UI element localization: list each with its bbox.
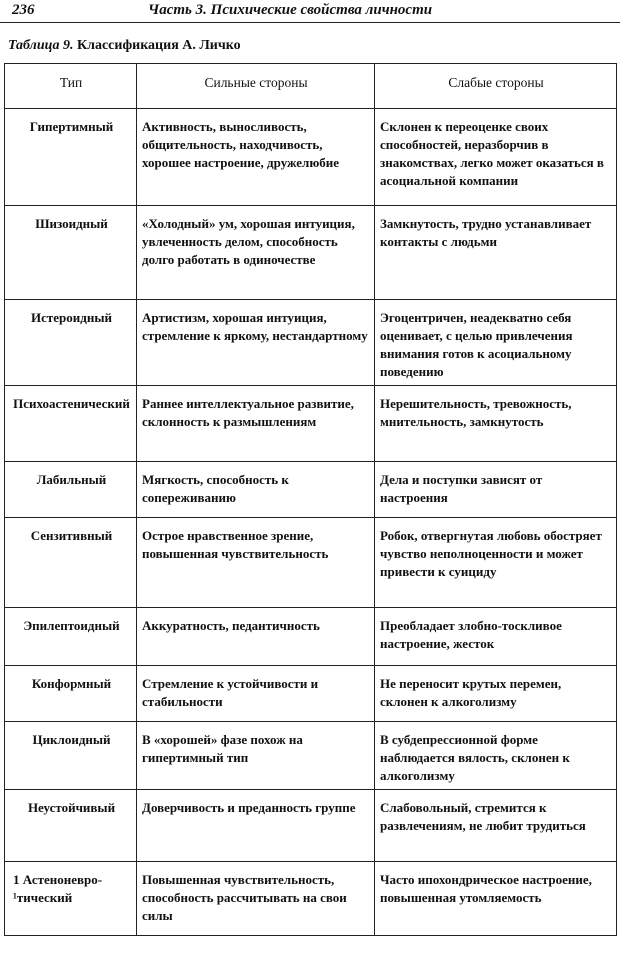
table-header-row xyxy=(5,64,617,109)
strong-cell: Острое нравственное зрение, повышенная чувствительность xyxy=(137,518,375,608)
type-cell: Истероидный xyxy=(5,300,137,386)
weak-cell: Нерешительность, тревожность, мнительность, замкнутость xyxy=(375,386,617,462)
header-rule xyxy=(0,22,620,23)
column-header-type: Тип xyxy=(5,64,137,109)
table-row xyxy=(5,666,617,722)
table-caption xyxy=(8,38,241,54)
type-cell: Шизоидный xyxy=(5,206,137,300)
strong-cell: Раннее интеллектуальное развитие, склонность к размышлениям xyxy=(137,386,375,462)
strong-cell: Стремление к устойчивости и стабильности xyxy=(137,666,375,722)
page-number: 236 xyxy=(12,2,35,18)
table-row xyxy=(5,608,617,666)
type-cell: Гипертимный xyxy=(5,109,137,206)
weak-cell: Дела и поступки зависят от настроения xyxy=(375,462,617,518)
column-header-strong: Сильные стороны xyxy=(137,64,375,109)
running-title: Часть 3. Психические свойства личности xyxy=(148,2,433,18)
table-row xyxy=(5,300,617,386)
type-cell: Эпилептоидный xyxy=(5,608,137,666)
table-row xyxy=(5,722,617,790)
strong-cell: Артистизм, хорошая интуиция, стремление к яркому, нестандартному xyxy=(137,300,375,386)
table-row xyxy=(5,862,617,936)
type-cell: Циклоидный xyxy=(5,722,137,790)
weak-cell: Робок, отвергнутая любовь обостряет чувство неполноценности и может привести к суициду xyxy=(375,518,617,608)
type-cell: 1 Астеноневро-¹тический xyxy=(5,862,137,936)
type-cell: Сензитивный xyxy=(5,518,137,608)
table-row xyxy=(5,790,617,862)
type-cell: Неустойчивый xyxy=(5,790,137,862)
weak-cell: Слабовольный, стремится к развлечениям, не любит трудиться xyxy=(375,790,617,862)
weak-cell: Не переносит крутых перемен, склонен к алкоголизму xyxy=(375,666,617,722)
weak-cell: Замкнутость, трудно устанавливает контакты с людьми xyxy=(375,206,617,300)
table-row xyxy=(5,518,617,608)
strong-cell: Активность, выносливость, общительность, находчивость, хорошее настроение, дружелюбие xyxy=(137,109,375,206)
weak-cell: Склонен к переоценке своих способностей, неразборчив в знакомствах, легко может оказаться в асоциальной компании xyxy=(375,109,617,206)
page-header xyxy=(0,0,620,22)
weak-cell: Часто ипохондрическое настроение, повышенная утомляемость xyxy=(375,862,617,936)
strong-cell: «Холодный» ум, хорошая интуиция, увлеченность делом, способность долго работать в одиночестве xyxy=(137,206,375,300)
table-row xyxy=(5,386,617,462)
strong-cell: В «хорошей» фазе похож на гипертимный тип xyxy=(137,722,375,790)
strong-cell: Мягкость, способность к сопереживанию xyxy=(137,462,375,518)
table-caption-title: Классификация А. Личко xyxy=(76,38,241,53)
classification-table xyxy=(4,63,617,936)
table-body xyxy=(5,109,617,936)
table-row xyxy=(5,462,617,518)
strong-cell: Повышенная чувствительность, способность рассчитывать на свои силы xyxy=(137,862,375,936)
strong-cell: Аккуратность, педантичность xyxy=(137,608,375,666)
table-row xyxy=(5,109,617,206)
column-header-weak: Слабые стороны xyxy=(375,64,617,109)
weak-cell: Эгоцентричен, неадекватно себя оценивает, с целью привлечения внимания готов к асоциальному поведению xyxy=(375,300,617,386)
weak-cell: В субдепрессионной форме наблюдается вялость, склонен к алкоголизму xyxy=(375,722,617,790)
type-cell: Психоастенический xyxy=(5,386,137,462)
table-header xyxy=(5,64,617,109)
weak-cell: Преобладает злобно-тоскливое настроение, жесток xyxy=(375,608,617,666)
table-row xyxy=(5,206,617,300)
strong-cell: Доверчивость и преданность группе xyxy=(137,790,375,862)
type-cell: Конформный xyxy=(5,666,137,722)
type-cell: Лабильный xyxy=(5,462,137,518)
table-caption-label: Таблица 9. xyxy=(8,38,74,53)
